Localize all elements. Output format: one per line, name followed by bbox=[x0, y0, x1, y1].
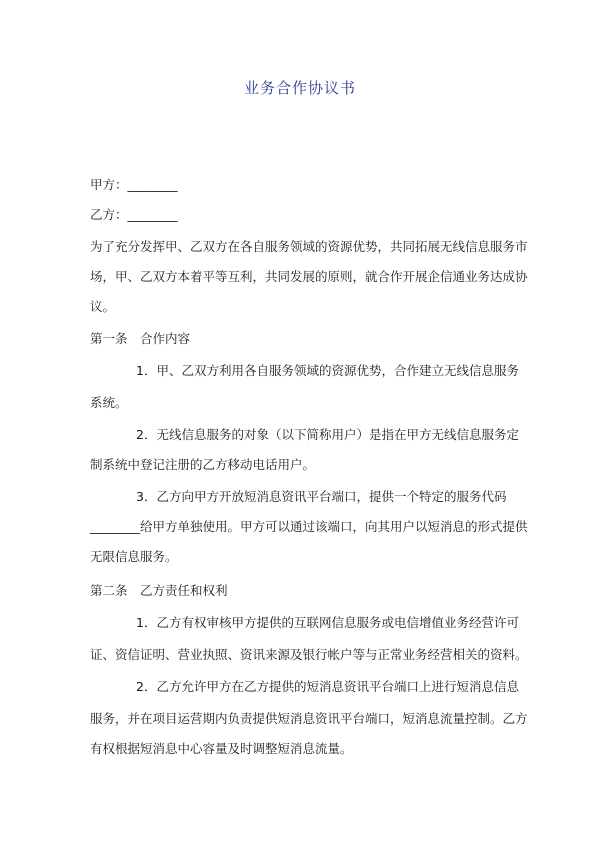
party-a-line: 甲方：________ bbox=[90, 177, 178, 192]
article-1-item-3-cont: 无限信息服务。 bbox=[90, 549, 178, 564]
article-2-heading: 第二条 乙方责任和权利 bbox=[90, 583, 228, 598]
article-1-heading: 第一条 合作内容 bbox=[90, 331, 191, 346]
document-title: 业务合作协议书 bbox=[243, 79, 356, 97]
article-2-item-1: 1．乙方有权审核甲方提供的互联网信息服务或电信增值业务经营许可 bbox=[136, 615, 519, 630]
preamble-line: 为了充分发挥甲、乙双方在各自服务领域的资源优势，共同拓展无线信息服务市 bbox=[90, 239, 528, 254]
preamble-line: 议。 bbox=[90, 299, 116, 314]
article-2-item-2-cont: 服务，并在项目运营期内负责提供短消息资讯平台端口，短消息流量控制。乙方 bbox=[90, 711, 528, 726]
article-1-item-1: 1．甲、乙双方利用各自服务领域的资源优势，合作建立无线信息服务 bbox=[136, 363, 519, 378]
preamble-line: 场，甲、乙双方本着平等互利，共同发展的原则，就合作开展企信通业务达成协 bbox=[90, 269, 528, 284]
article-1-item-2-cont: 制系统中登记注册的乙方移动电话用户。 bbox=[90, 457, 316, 472]
party-b-line: 乙方：________ bbox=[90, 207, 178, 222]
article-1-item-3: 3．乙方向甲方开放短消息资讯平台端口，提供一个特定的服务代码 bbox=[136, 489, 507, 504]
article-2-item-2-cont: 有权根据短消息中心容量及时调整短消息流量。 bbox=[90, 741, 353, 756]
article-1-item-2: 2．无线信息服务的对象（以下简称用户）是指在甲方无线信息服务定 bbox=[136, 427, 519, 442]
article-2-item-1-cont: 证、资信证明、营业执照、资讯来源及银行帐户等与正常业务经营相关的资料。 bbox=[90, 647, 528, 662]
article-2-item-2: 2．乙方允许甲方在乙方提供的短消息资讯平台端口上进行短消息信息 bbox=[136, 679, 519, 694]
article-1-item-3-cont: ________给甲方单独使用。甲方可以通过该端口，向其用户以短消息的形式提供 bbox=[90, 519, 528, 534]
article-1-item-1-cont: 系统。 bbox=[90, 395, 128, 410]
